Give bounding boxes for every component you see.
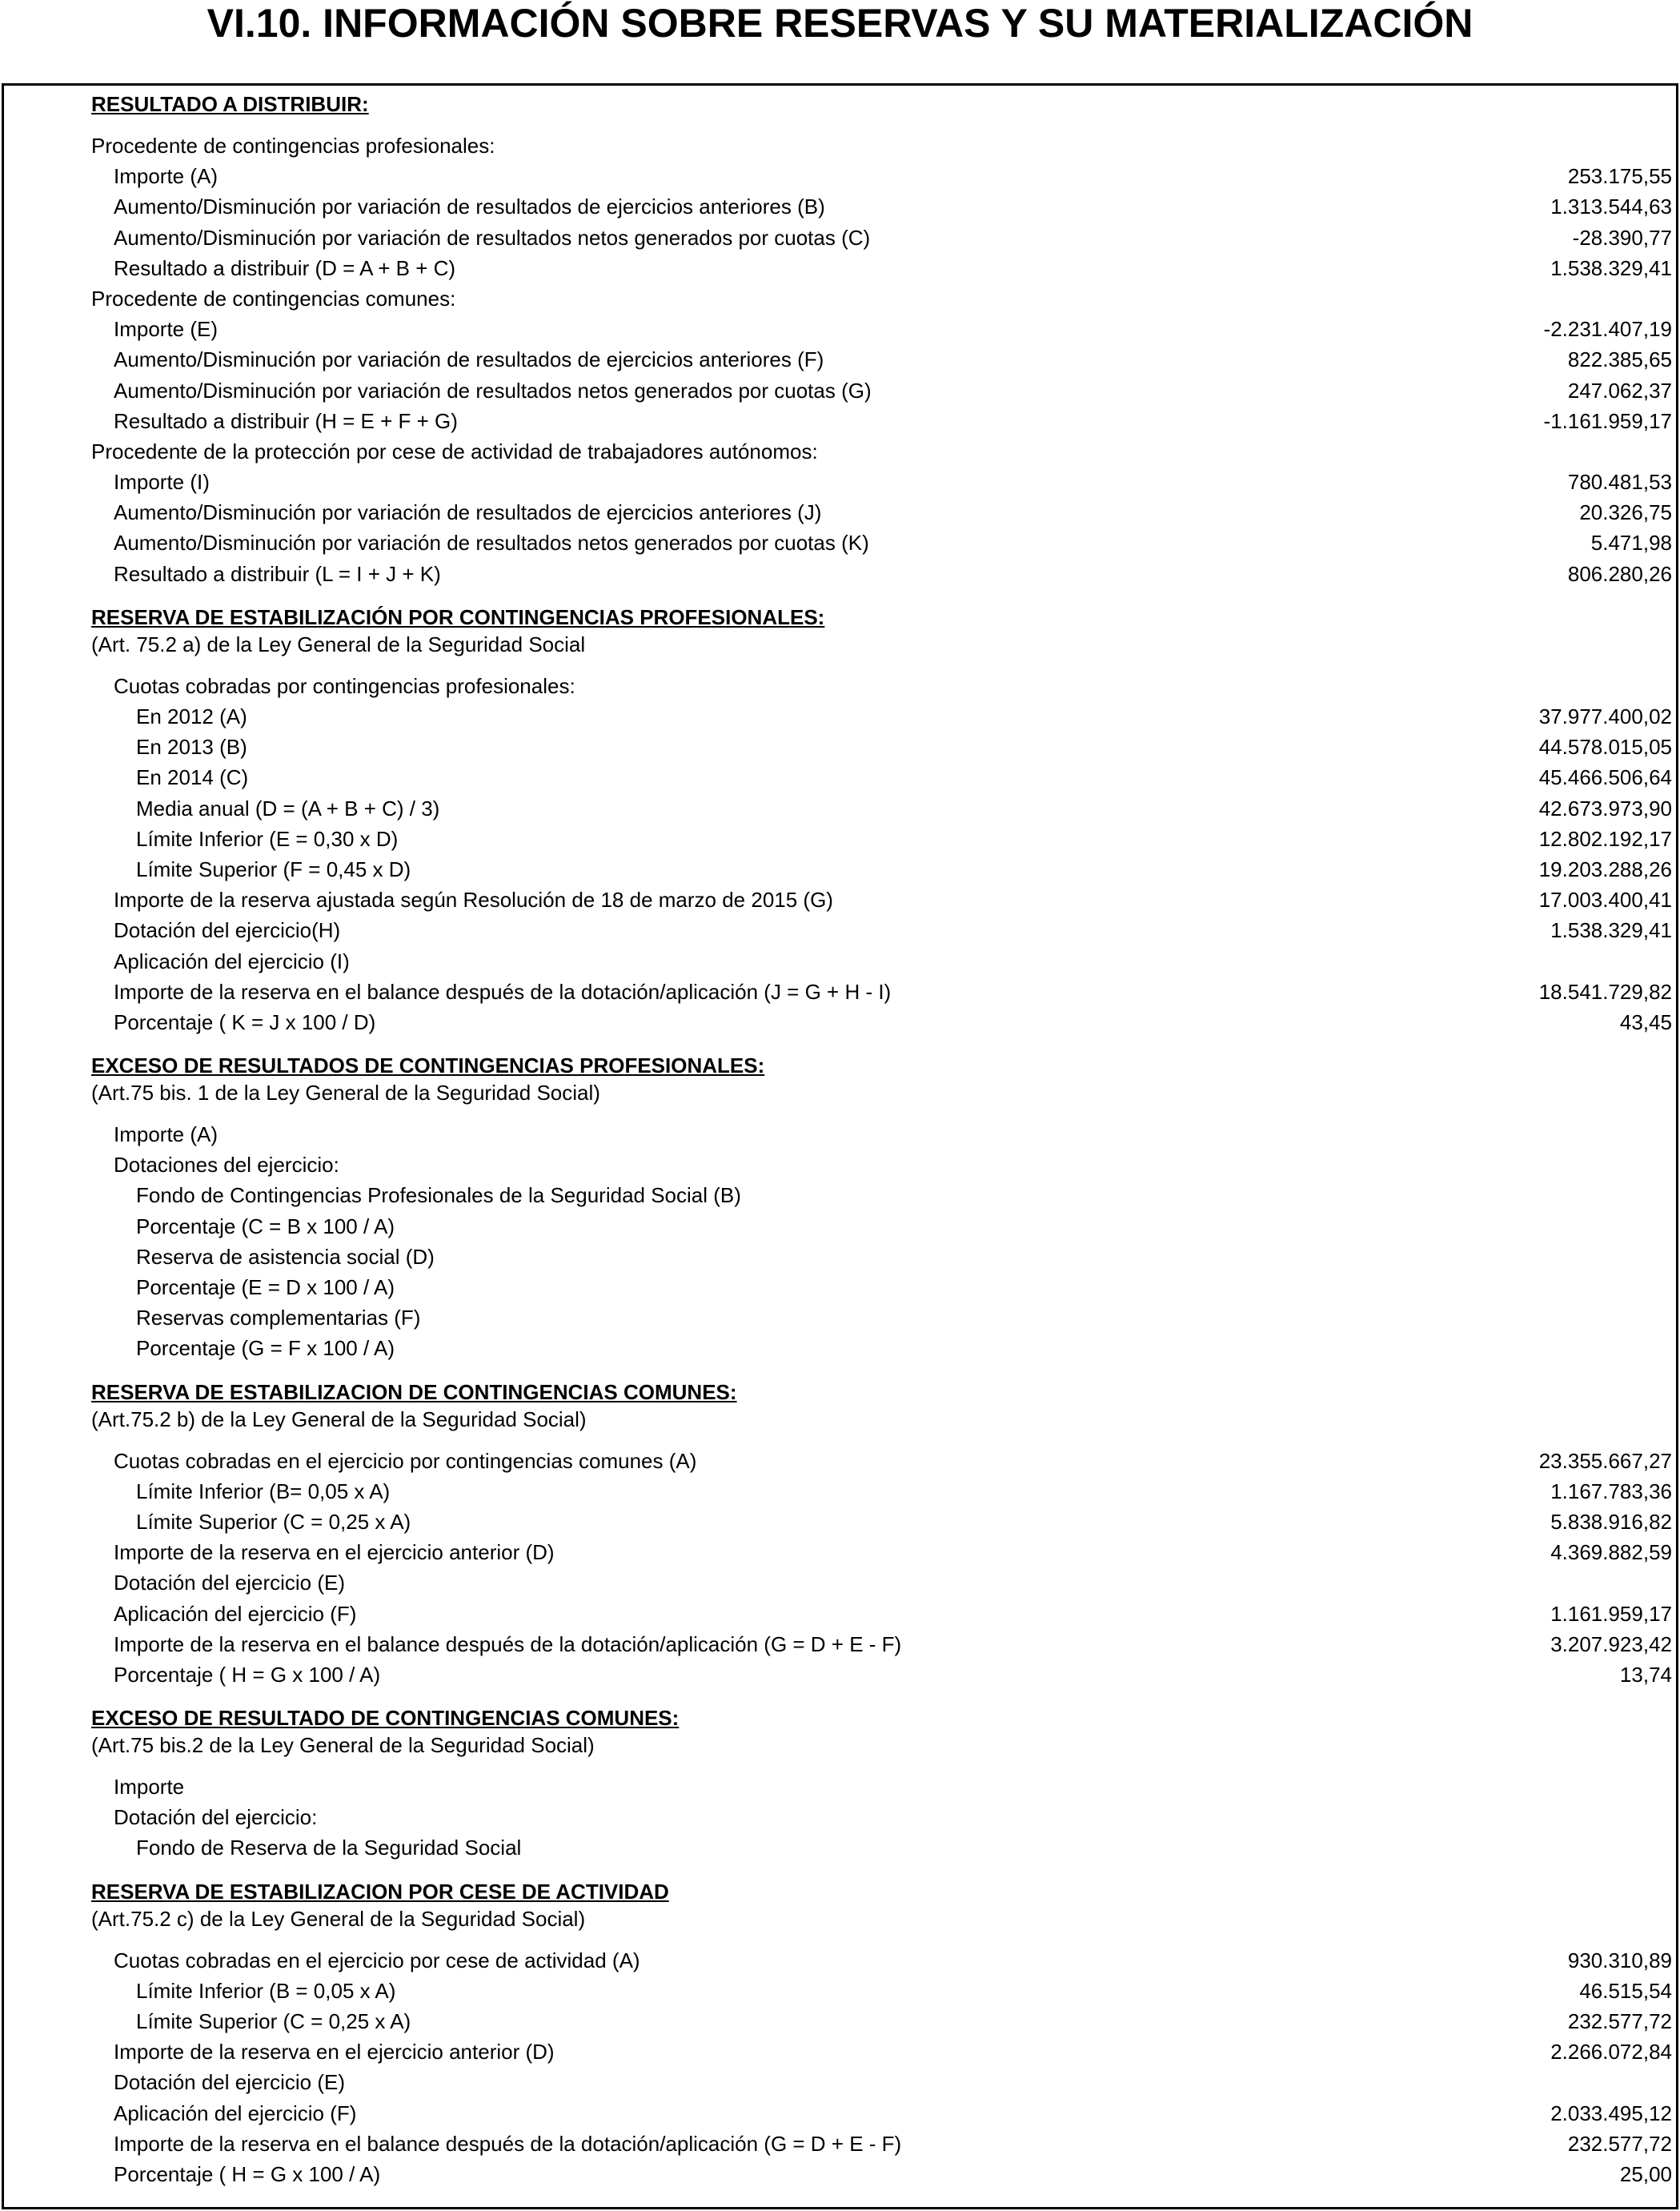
row-value: 18.541.729,82 (1538, 979, 1672, 1004)
row-value: 3.207.923,42 (1550, 1631, 1672, 1656)
reserves-content (4, 86, 1676, 2189)
row-label: Porcentaje (G = F x 100 / A) (136, 1336, 395, 1361)
row-value: 1.167.783,36 (1550, 1479, 1672, 1503)
section-subtitle: (Art.75 bis.2 de la Ley General de la Seguridad Social) (91, 1733, 595, 1758)
row-value: 12.802.192,17 (1538, 826, 1672, 851)
row-label: Límite Superior (F = 0,45 x D) (136, 857, 411, 881)
row-label: En 2013 (B) (136, 735, 247, 760)
row-value: -28.390,77 (1572, 225, 1672, 250)
section-subtitle: (Art.75.2 c) de la Ley General de la Seguridad Social) (91, 1906, 586, 1931)
row-value: 37.977.400,02 (1538, 704, 1672, 728)
section-heading: RESERVA DE ESTABILIZACION DE CONTINGENCIAS COMUNES: (91, 1379, 737, 1404)
row-label: Procedente de contingencias comunes: (91, 286, 456, 311)
row-label: Aplicación del ejercicio (I) (114, 949, 350, 973)
row-label: Importe de la reserva en el balance después de la dotación/aplicación (J = G + H - I) (114, 979, 892, 1004)
row-label: Límite Superior (C = 0,25 x A) (136, 1509, 411, 1534)
row-label: Procedente de contingencias profesionales: (91, 134, 495, 158)
table-row (4, 1945, 1676, 1976)
row-value: 1.538.329,41 (1550, 918, 1672, 943)
table-row (4, 223, 1676, 253)
table-row (4, 1976, 1676, 2006)
table-row (4, 824, 1676, 854)
table-row (4, 1119, 1676, 1150)
row-label: Fondo de Reserva de la Seguridad Social (136, 1836, 522, 1860)
row-value: 5.471,98 (1590, 531, 1672, 556)
row-label: Aumento/Disminución por variación de resultados de ejercicios anteriores (F) (114, 347, 824, 372)
row-value: 44.578.015,05 (1538, 735, 1672, 760)
row-value: 253.175,55 (1567, 164, 1672, 189)
row-value: 19.203.288,26 (1538, 857, 1672, 881)
table-row (4, 528, 1676, 558)
row-label: Procedente de la protección por cese de actividad de trabajadores autónomos: (91, 439, 818, 463)
section (4, 1364, 1676, 1691)
row-value: 930.310,89 (1567, 1948, 1672, 1972)
row-value: 23.355.667,27 (1538, 1448, 1672, 1473)
section-heading: EXCESO DE RESULTADOS DE CONTINGENCIAS PROFESIONALES: (91, 1053, 765, 1078)
row-label: Importe (A) (114, 1122, 219, 1147)
table-row (4, 1007, 1676, 1037)
section-heading: EXCESO DE RESULTADO DE CONTINGENCIAS COMUNES: (91, 1706, 680, 1731)
row-label: Resultado a distribuir (L = I + J + K) (114, 561, 441, 586)
row-label: Importe de la reserva ajustada según Resolución de 18 de marzo de 2015 (G) (114, 888, 833, 913)
table-row (4, 977, 1676, 1007)
row-label: Importe de la reserva en el balance después de la dotación/aplicación (G = D + E - F) (114, 1631, 902, 1656)
table-row (4, 559, 1676, 589)
table-row (4, 344, 1676, 375)
section-heading: RESERVA DE ESTABILIZACION POR CESE DE ACTIVIDAD (91, 1879, 669, 1904)
row-label: Importe de la reserva en el ejercicio anterior (D) (114, 2040, 555, 2065)
row-value: -1.161.959,17 (1543, 408, 1672, 433)
table-row (4, 2067, 1676, 2097)
row-label: Reserva de asistencia social (D) (136, 1244, 435, 1269)
table-row (4, 2129, 1676, 2159)
table-row (4, 1832, 1676, 1863)
row-label: Importe (114, 1775, 185, 1800)
section (4, 1864, 1676, 2190)
row-label: Resultado a distribuir (H = E + F + G) (114, 408, 458, 433)
table-row (4, 762, 1676, 793)
row-label: Aumento/Disminución por variación de resultados netos generados por cuotas (C) (114, 225, 871, 250)
table-row (4, 946, 1676, 977)
table-row (4, 467, 1676, 497)
row-label: Reservas complementarias (F) (136, 1306, 421, 1330)
reserves-table (2, 83, 1678, 2209)
table-row (4, 436, 1676, 467)
row-value: 1.313.544,63 (1550, 195, 1672, 219)
row-label: Aumento/Disminución por variación de resultados netos generados por cuotas (K) (114, 531, 869, 556)
table-row (4, 1567, 1676, 1598)
row-label: Aplicación del ejercicio (F) (114, 2101, 357, 2125)
table-row (4, 915, 1676, 945)
table-row (4, 854, 1676, 885)
section-subtitle: (Art.75.2 b) de la Ley General de la Seguridad Social) (91, 1406, 587, 1431)
row-label: Dotación del ejercicio (E) (114, 2070, 346, 2095)
row-value: 20.326,75 (1579, 500, 1672, 525)
table-row (4, 130, 1676, 161)
section (4, 589, 1676, 1037)
table-row (4, 2036, 1676, 2067)
row-label: Dotación del ejercicio (E) (114, 1571, 346, 1595)
row-label: Importe (E) (114, 317, 219, 342)
row-value: 13,74 (1619, 1662, 1672, 1687)
row-label: En 2014 (C) (136, 765, 249, 790)
row-label: Aumento/Disminución por variación de resultados de ejercicios anteriores (B) (114, 195, 825, 219)
row-label: Porcentaje ( H = G x 100 / A) (114, 2161, 381, 2186)
row-label: Importe (A) (114, 164, 219, 189)
row-label: Resultado a distribuir (D = A + B + C) (114, 255, 456, 280)
row-label: Límite Inferior (E = 0,30 x D) (136, 826, 399, 851)
section-heading: RESULTADO A DISTRIBUIR: (91, 92, 369, 116)
row-value: 46.515,54 (1579, 1978, 1672, 2003)
table-row (4, 1507, 1676, 1537)
row-label: Límite Superior (C = 0,25 x A) (136, 2009, 411, 2033)
row-label: Dotaciones del ejercicio: (114, 1153, 339, 1178)
table-row (4, 1333, 1676, 1363)
table-row (4, 1772, 1676, 1802)
table-row (4, 253, 1676, 283)
row-label: Media anual (D = (A + B + C) / 3) (136, 796, 440, 821)
table-row (4, 375, 1676, 406)
row-value: 43,45 (1619, 1009, 1672, 1034)
row-label: Aumento/Disminución por variación de resultados de ejercicios anteriores (J) (114, 500, 822, 525)
section (4, 1037, 1676, 1364)
table-row (4, 1302, 1676, 1333)
table-row (4, 1629, 1676, 1659)
row-value: 806.280,26 (1567, 561, 1672, 586)
table-row (4, 2006, 1676, 2036)
section-subtitle: (Art.75 bis. 1 de la Ley General de la Seguridad Social) (91, 1081, 600, 1106)
table-row (4, 671, 1676, 701)
row-label: Cuotas cobradas en el ejercicio por cese de actividad (A) (114, 1948, 640, 1972)
row-label: Cuotas cobradas por contingencias profesionales: (114, 673, 575, 698)
row-label: Cuotas cobradas en el ejercicio por contingencias comunes (A) (114, 1448, 697, 1473)
row-value: 1.538.329,41 (1550, 255, 1672, 280)
section-heading: RESERVA DE ESTABILIZACIÓN POR CONTINGENCIAS PROFESIONALES: (91, 604, 825, 629)
row-label: Fondo de Contingencias Profesionales de la Seguridad Social (B) (136, 1183, 741, 1208)
row-value: 5.838.916,82 (1550, 1509, 1672, 1534)
row-label: Importe de la reserva en el balance después de la dotación/aplicación (G = D + E - F) (114, 2131, 902, 2156)
row-value: 25,00 (1619, 2161, 1672, 2186)
section (4, 90, 1676, 589)
row-value: 2.033.495,12 (1550, 2101, 1672, 2125)
page-title: VI.10. INFORMACIÓN SOBRE RESERVAS Y SU MATERIALIZACIÓN (206, 1, 1474, 46)
row-label: Importe (I) (114, 470, 210, 495)
row-label: Dotación del ejercicio(H) (114, 918, 341, 943)
table-row (4, 1599, 1676, 1629)
row-label: Porcentaje ( H = G x 100 / A) (114, 1662, 381, 1687)
table-row (4, 1180, 1676, 1210)
row-label: Límite Inferior (B= 0,05 x A) (136, 1479, 391, 1503)
table-row (4, 885, 1676, 915)
table-row (4, 793, 1676, 824)
row-value: 42.673.973,90 (1538, 796, 1672, 821)
row-label: En 2012 (A) (136, 704, 247, 728)
row-value: 1.161.959,17 (1550, 1601, 1672, 1626)
table-row (4, 1272, 1676, 1302)
table-row (4, 1659, 1676, 1690)
table-row (4, 497, 1676, 528)
row-value: -2.231.407,19 (1543, 317, 1672, 342)
row-value: 4.369.882,59 (1550, 1540, 1672, 1565)
table-row (4, 191, 1676, 222)
row-label: Dotación del ejercicio: (114, 1805, 318, 1830)
row-label: Límite Inferior (B = 0,05 x A) (136, 1978, 396, 2003)
table-row (4, 314, 1676, 344)
row-value: 232.577,72 (1567, 2009, 1672, 2033)
row-label: Aplicación del ejercicio (F) (114, 1601, 357, 1626)
table-row (4, 1242, 1676, 1272)
table-row (4, 732, 1676, 762)
section-subtitle: (Art. 75.2 a) de la Ley General de la Seguridad Social (91, 632, 586, 656)
table-row (4, 2098, 1676, 2129)
row-label: Porcentaje ( K = J x 100 / D) (114, 1009, 376, 1034)
row-label: Porcentaje (E = D x 100 / A) (136, 1275, 395, 1299)
table-row (4, 406, 1676, 436)
table-row (4, 1802, 1676, 1832)
row-value: 45.466.506,64 (1538, 765, 1672, 790)
table-row (4, 1537, 1676, 1567)
row-value: 17.003.400,41 (1538, 888, 1672, 913)
table-row (4, 1476, 1676, 1507)
row-label: Aumento/Disminución por variación de resultados netos generados por cuotas (G) (114, 378, 872, 403)
section (4, 1690, 1676, 1864)
table-row (4, 283, 1676, 314)
table-row (4, 1446, 1676, 1476)
row-value: 780.481,53 (1567, 470, 1672, 495)
row-value: 247.062,37 (1567, 378, 1672, 403)
table-row (4, 701, 1676, 732)
row-value: 2.266.072,84 (1550, 2040, 1672, 2065)
row-value: 232.577,72 (1567, 2131, 1672, 2156)
row-label: Importe de la reserva en el ejercicio anterior (D) (114, 1540, 555, 1565)
table-row (4, 161, 1676, 191)
table-row (4, 2159, 1676, 2189)
table-row (4, 1150, 1676, 1180)
row-value: 822.385,65 (1567, 347, 1672, 372)
table-row (4, 1211, 1676, 1242)
row-label: Porcentaje (C = B x 100 / A) (136, 1214, 395, 1238)
